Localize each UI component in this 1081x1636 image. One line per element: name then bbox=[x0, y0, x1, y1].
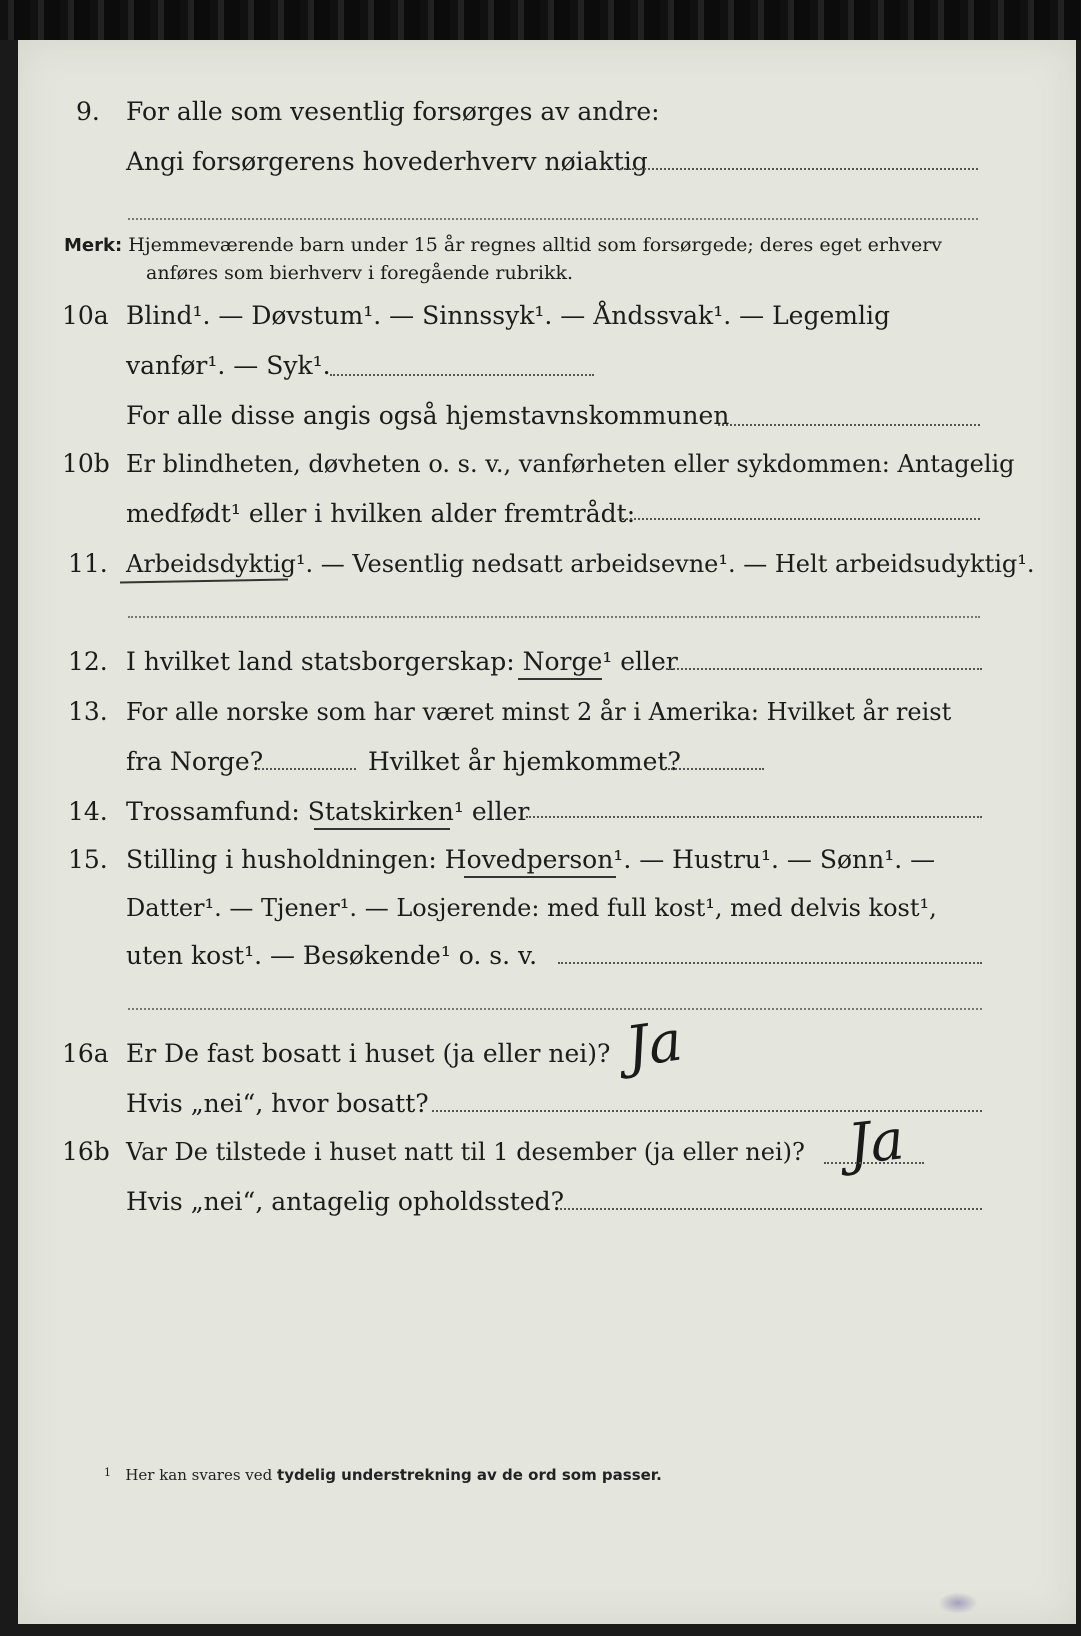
q14-line1: Trossamfund: Statskirken¹ eller bbox=[126, 797, 530, 826]
merk-line2: anføres som bierhverv i foregående rubrikk. bbox=[146, 262, 574, 284]
q14-underline-statskirken bbox=[314, 828, 450, 830]
q9-line1: For alle som vesentlig forsørges av andre: bbox=[126, 97, 660, 126]
separator bbox=[128, 1008, 982, 1010]
q14-answer-line[interactable] bbox=[526, 816, 982, 818]
separator bbox=[128, 616, 980, 618]
footnote-plain: Her kan svares ved bbox=[125, 1466, 273, 1484]
q15-underline-hovedperson bbox=[464, 876, 616, 878]
q15-line1: Stilling i husholdningen: Hovedperson¹. — Hustru¹. — Sønn¹. — bbox=[126, 845, 936, 874]
q11-number: 11. bbox=[68, 549, 108, 578]
separator bbox=[128, 218, 978, 220]
q11-line1: Arbeidsdyktig¹. — Vesentlig nedsatt arbeidsevne¹. — Helt arbeidsudyktig¹. bbox=[126, 550, 1035, 578]
q13-number: 13. bbox=[68, 697, 108, 726]
q12-answer-line[interactable] bbox=[666, 668, 982, 670]
q15-number: 15. bbox=[68, 845, 108, 874]
scan-border-top bbox=[0, 0, 1081, 40]
q13-line2a: fra Norge? bbox=[126, 747, 264, 776]
q16b-line1: Var De tilstede i huset natt til 1 desember (ja eller nei)? bbox=[126, 1138, 805, 1166]
q16b-number: 16b bbox=[62, 1137, 110, 1166]
q13-line1: For alle norske som har været minst 2 år i Amerika: Hvilket år reist bbox=[126, 698, 952, 726]
q16a-line2: Hvis „nei“, hvor bosatt? bbox=[126, 1089, 429, 1118]
q10a-answer-line[interactable] bbox=[330, 374, 594, 376]
q15-answer-line[interactable] bbox=[558, 962, 982, 964]
q12-underline-norge bbox=[518, 678, 602, 680]
q15-line3: uten kost¹. — Besøkende¹ o. s. v. bbox=[126, 941, 538, 970]
q14-number: 14. bbox=[68, 797, 108, 826]
q10b-line1: Er blindheten, døvheten o. s. v., vanførheten eller sykdommen: Antagelig bbox=[126, 450, 1015, 478]
q16a-number: 16a bbox=[62, 1039, 109, 1068]
q10a-line3: For alle disse angis også hjemstavnskommunen bbox=[126, 401, 730, 430]
q9-number: 9. bbox=[76, 97, 100, 126]
q9-line2: Angi forsørgerens hovederhverv nøiaktig bbox=[126, 147, 648, 176]
q15-line2: Datter¹. — Tjener¹. — Losjerende: med full kost¹, med delvis kost¹, bbox=[126, 894, 937, 922]
q16b-line2: Hvis „nei“, antagelig opholdssted? bbox=[126, 1187, 565, 1216]
footnote-bold: tydelig understrekning av de ord som passer. bbox=[277, 1466, 662, 1484]
q16a-handwritten-answer: Ja bbox=[621, 1008, 687, 1081]
stamp-smudge bbox=[938, 1592, 978, 1614]
q13-line2b: Hvilket år hjemkommet? bbox=[368, 747, 681, 776]
q10b-answer-line[interactable] bbox=[622, 518, 980, 520]
q12-line1: I hvilket land statsborgerskap: Norge¹ eller bbox=[126, 647, 678, 676]
q13-return-line[interactable] bbox=[668, 768, 764, 770]
q10b-number: 10b bbox=[62, 449, 110, 478]
merk-line1: Hjemmeværende barn under 15 år regnes alltid som forsørgede; deres eget erhverv bbox=[128, 234, 943, 256]
q10a-line1: Blind¹. — Døvstum¹. — Sinnssyk¹. — Åndssvak¹. — Legemlig bbox=[126, 301, 890, 330]
merk-note bbox=[64, 232, 942, 259]
q13-departure-line[interactable] bbox=[258, 768, 356, 770]
q10a-line2: vanfør¹. — Syk¹. bbox=[126, 351, 331, 380]
census-form-page bbox=[18, 40, 1076, 1624]
q10a-commune-line[interactable] bbox=[718, 424, 980, 426]
q10b-line2: medfødt¹ eller i hvilken alder fremtrådt: bbox=[126, 499, 636, 528]
q12-number: 12. bbox=[68, 647, 108, 676]
q16b-answer-line[interactable] bbox=[824, 1162, 924, 1164]
q16a-line1: Er De fast bosatt i huset (ja eller nei)? bbox=[126, 1039, 611, 1068]
q16b-handwritten-answer: Ja bbox=[844, 1107, 908, 1178]
q16b-location-line[interactable] bbox=[560, 1208, 982, 1210]
q10a-number: 10a bbox=[62, 301, 109, 330]
footnote-mark: 1 bbox=[104, 1466, 111, 1479]
merk-label: Merk: bbox=[64, 235, 123, 256]
footnote bbox=[104, 1466, 662, 1484]
q9-answer-line[interactable] bbox=[620, 168, 978, 170]
